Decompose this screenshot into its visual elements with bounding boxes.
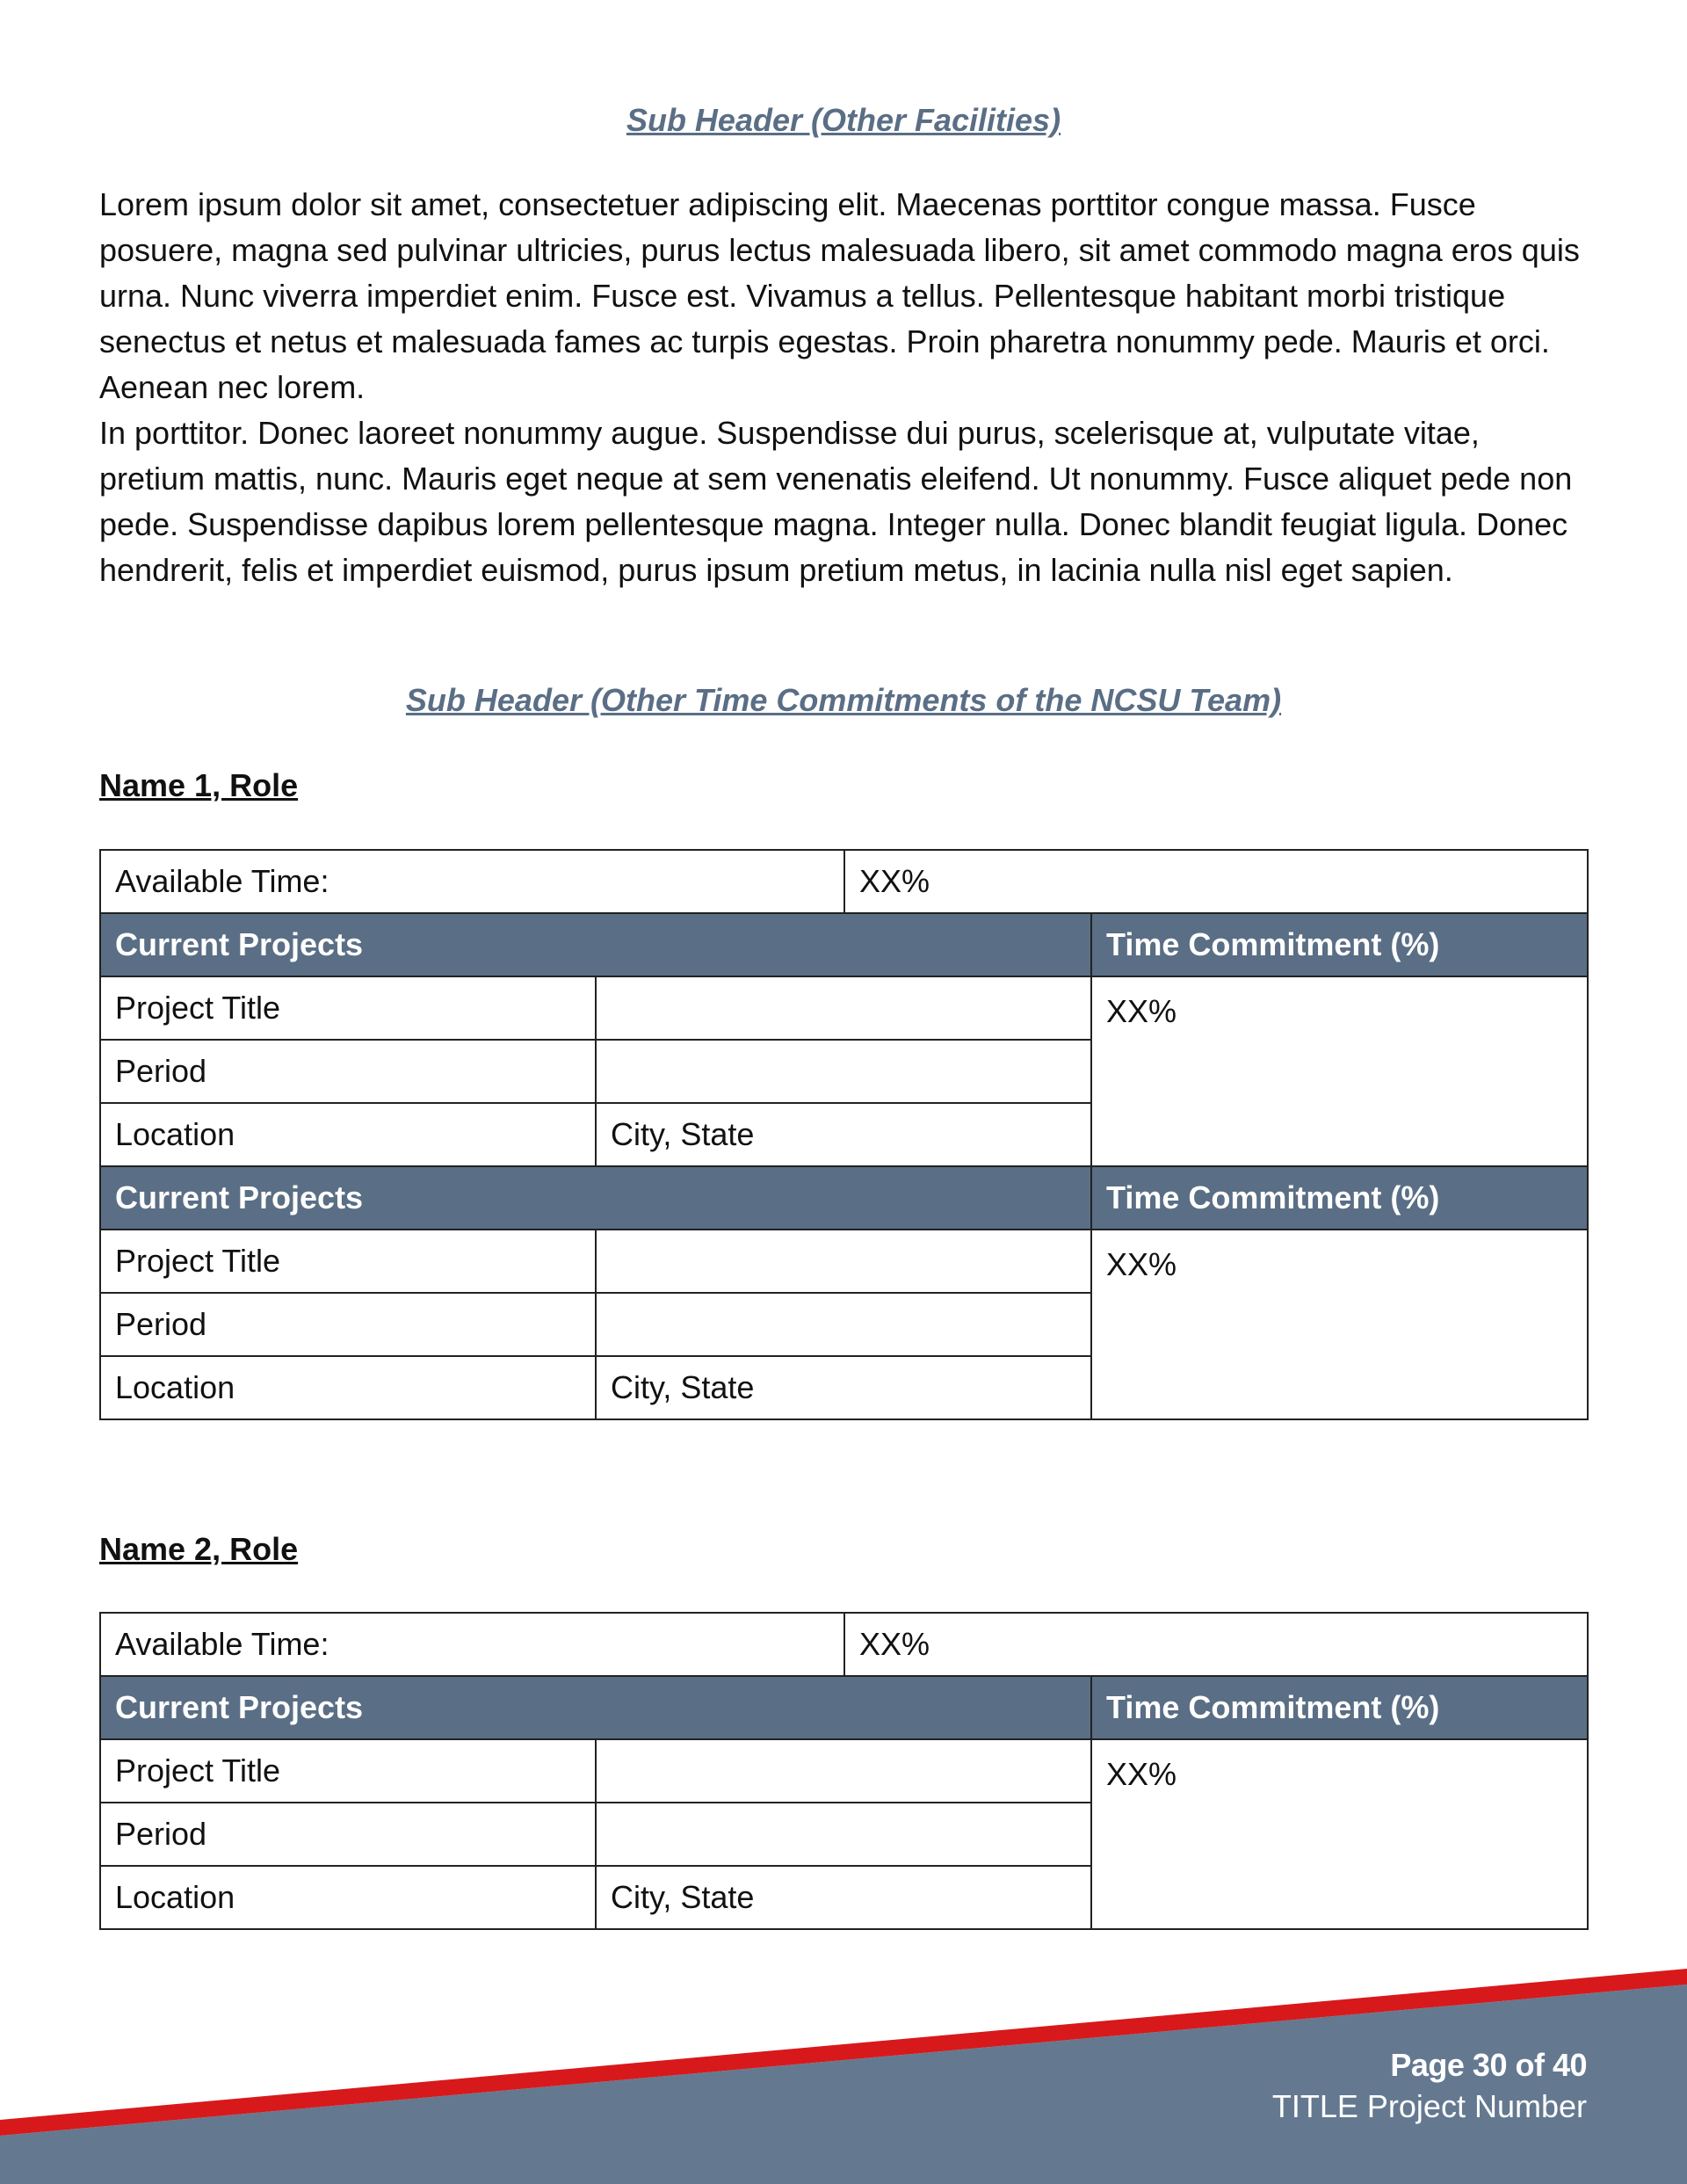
sub-header-time-commitments: Sub Header (Other Time Commitments of the NCSU Team)	[405, 682, 1282, 718]
footer-slate-shape	[0, 1984, 1687, 2184]
person-2-available-table	[99, 1612, 1589, 1677]
project-title-label: Project Title	[100, 976, 596, 1040]
project-title-label: Project Title	[100, 1230, 596, 1293]
time-commitment-value: XX%	[1091, 1230, 1588, 1419]
period-label: Period	[100, 1293, 596, 1356]
time-commitment-value: XX%	[1091, 1739, 1588, 1929]
period-value	[596, 1803, 1091, 1866]
location-label: Location	[100, 1103, 596, 1166]
available-time-label: Available Time:	[100, 1613, 844, 1676]
available-time-value: XX%	[844, 850, 1588, 913]
project-title-row	[100, 1739, 1588, 1803]
current-projects-header: Current Projects	[100, 913, 1091, 976]
projects-header-row	[100, 913, 1588, 976]
location-value: City, State	[596, 1866, 1091, 1929]
body-paragraph-1: Lorem ipsum dolor sit amet, consectetuer adipiscing elit. Maecenas porttitor congue massa. Fusce posuere, magna sed pulvinar ultricies, purus lectus malesuada libero, sit amet commodo magna eros quis urna. Nunc viverra imperdiet enim. Fusce est. Vivamus a tellus. Pellentesque habitant morbi tristique senectus et netus et malesuada fames ac turpis egestas. Proin pharetra nonummy pede. Mauris et orci. Aenean nec lorem.	[99, 186, 1580, 405]
sub-header-facilities: Sub Header (Other Facilities)	[626, 102, 1061, 138]
current-projects-header: Current Projects	[100, 1676, 1091, 1739]
person-1-available-table	[99, 849, 1589, 914]
period-label: Period	[100, 1803, 596, 1866]
time-commitment-value: XX%	[1091, 976, 1588, 1166]
location-label: Location	[100, 1866, 596, 1929]
period-value	[596, 1293, 1091, 1356]
person-2-projects-table	[99, 1675, 1589, 1930]
available-time-label: Available Time:	[100, 850, 844, 913]
period-value	[596, 1040, 1091, 1103]
period-label: Period	[100, 1040, 596, 1103]
location-value: City, State	[596, 1103, 1091, 1166]
body-paragraph-2: In porttitor. Donec laoreet nonummy augue. Suspendisse dui purus, scelerisque at, vulputate vitae, pretium mattis, nunc. Mauris eget neque at sem venenatis eleifend. Ut nonummy. Fusce aliquet pede non pede. Suspendisse dapibus lorem pellentesque magna. Integer nulla. Donec blandit feugiat ligula. Donec hendrerit, felis et imperdiet euismod, purus ipsum pretium metus, in lacinia nulla nisl eget sapien.	[99, 415, 1573, 588]
project-title-row	[100, 1230, 1588, 1293]
time-commitment-header: Time Commitment (%)	[1091, 913, 1588, 976]
available-time-row	[100, 1613, 1588, 1676]
person-1-heading: Name 1, Role	[99, 767, 299, 803]
available-time-value: XX%	[844, 1613, 1588, 1676]
location-label: Location	[100, 1356, 596, 1419]
available-time-row	[100, 850, 1588, 913]
current-projects-header: Current Projects	[100, 1166, 1091, 1230]
project-title-value	[596, 1739, 1091, 1803]
projects-header-row	[100, 1166, 1588, 1230]
location-value: City, State	[596, 1356, 1091, 1419]
person-1-projects-table	[99, 912, 1589, 1420]
project-title-row	[100, 976, 1588, 1040]
project-title-value	[596, 1230, 1091, 1293]
projects-header-row	[100, 1676, 1588, 1739]
project-title-label: Project Title	[100, 1739, 596, 1803]
page-number: Page 30 of 40	[1390, 2047, 1587, 2083]
footer-title: TITLE Project Number	[1271, 2088, 1587, 2124]
project-title-value	[596, 976, 1091, 1040]
person-2-heading: Name 2, Role	[99, 1531, 299, 1567]
time-commitment-header: Time Commitment (%)	[1091, 1166, 1588, 1230]
time-commitment-header: Time Commitment (%)	[1091, 1676, 1588, 1739]
